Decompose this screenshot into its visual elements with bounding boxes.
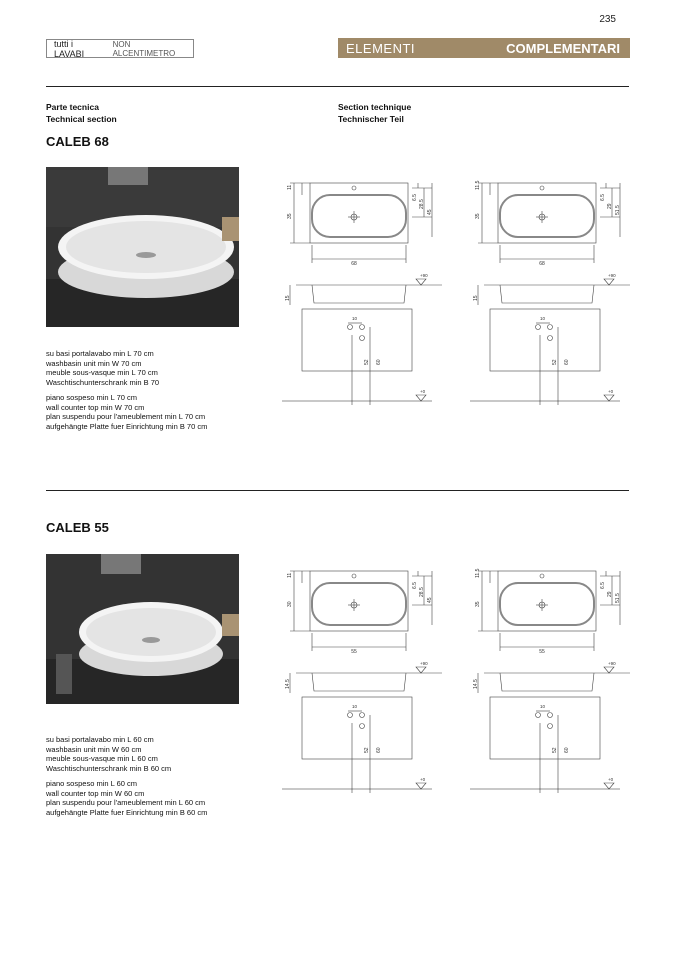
spec-line: aufgehängte Platte fuer Einrichtung min B 70 cm xyxy=(46,421,208,431)
plan-outline xyxy=(498,183,596,243)
dimension-h2: 60 xyxy=(376,359,382,365)
label-parte-tecnica: Parte tecnica xyxy=(46,102,99,112)
basin-outline xyxy=(312,583,406,625)
dimension-depth: 35 xyxy=(475,213,481,219)
dimension-d3: 45 xyxy=(427,597,433,603)
dimension-height: 14.5 xyxy=(473,679,479,689)
technical-drawing xyxy=(282,175,452,405)
product-photo xyxy=(46,554,239,704)
dimension-height: 15 xyxy=(473,295,479,301)
technical-drawing xyxy=(282,563,452,793)
dimension-d3: 45 xyxy=(427,209,433,215)
dimension-floor: +0 xyxy=(420,389,426,394)
basin-side xyxy=(500,673,594,691)
technical-drawing-1-1 xyxy=(470,563,640,798)
spec-line: Waschtischunterschrank min B 60 cm xyxy=(46,763,172,773)
label-technischer-teil: Technischer Teil xyxy=(338,114,404,124)
dimension-centre: 10 xyxy=(540,704,546,709)
dimension-width: 55 xyxy=(351,649,357,655)
dimension-top: 11 xyxy=(287,572,293,578)
level-marker xyxy=(604,667,614,673)
dimension-d1: 6.5 xyxy=(600,194,606,201)
banner-left: ELEMENTI xyxy=(346,40,416,56)
level-marker xyxy=(604,279,614,285)
spec-line: meuble sous-vasque min L 60 cm xyxy=(46,754,158,763)
dimension-width: 68 xyxy=(351,261,357,267)
section-banner xyxy=(338,38,630,58)
dimension-floor: +0 xyxy=(420,777,426,782)
dimension-top: 11.5 xyxy=(475,180,481,190)
washbasin-illustration xyxy=(46,554,239,704)
technical-drawing-0-1 xyxy=(470,175,640,410)
dimension-centre: 10 xyxy=(352,316,358,321)
dimension-depth: 30 xyxy=(287,601,293,607)
tap-hole xyxy=(352,186,356,190)
tap-hole xyxy=(540,574,544,578)
dimension-ref: +90 xyxy=(608,273,616,278)
dimension-d2: 29 xyxy=(607,203,613,209)
spec-line: washbasin unit min W 60 cm xyxy=(46,744,142,754)
basin-side xyxy=(500,285,594,303)
basin-side xyxy=(312,673,406,691)
top-divider xyxy=(46,86,629,87)
spec-line: Waschtischunterschrank min B 70 xyxy=(46,377,160,387)
dimension-depth: 35 xyxy=(287,213,293,219)
dimension-d1: 6.5 xyxy=(412,582,418,589)
dimension-width: 55 xyxy=(539,649,545,655)
level-marker xyxy=(416,279,426,285)
technical-drawing xyxy=(470,563,640,793)
dimension-ref: +90 xyxy=(608,661,616,666)
spec-line: aufgehängte Platte fuer Einrichtung min B 60 cm xyxy=(46,807,208,817)
dimension-d1: 6.5 xyxy=(412,194,418,201)
dimension-h2: 60 xyxy=(564,359,570,365)
washbasin-illustration xyxy=(46,167,239,327)
product-title: CALEB 68 xyxy=(46,134,109,149)
technical-drawing-1-0 xyxy=(282,563,452,798)
label-section-technique: Section technique xyxy=(338,102,412,112)
dimension-height: 14.5 xyxy=(285,679,291,689)
dimension-h2: 60 xyxy=(376,747,382,753)
plan-outline xyxy=(310,183,408,243)
category-tag xyxy=(46,39,194,58)
dimension-h1: 52 xyxy=(552,747,558,753)
dimension-floor: +0 xyxy=(608,777,614,782)
spec-line: piano sospeso min L 70 cm xyxy=(46,393,138,402)
spec-text xyxy=(46,735,207,817)
dimension-top: 11 xyxy=(287,184,293,190)
level-marker xyxy=(416,667,426,673)
dimension-d2: 29 xyxy=(607,591,613,597)
floor-marker xyxy=(604,395,614,401)
floor-marker xyxy=(416,783,426,789)
spec-line: wall counter top min W 70 cm xyxy=(46,402,145,412)
dimension-top: 11.5 xyxy=(475,568,481,578)
dimension-h1: 52 xyxy=(552,359,558,365)
dimension-d3: 51.5 xyxy=(615,205,621,215)
technical-drawing-0-0 xyxy=(282,175,452,410)
dimension-height: 15 xyxy=(285,295,291,301)
tap-hole xyxy=(352,574,356,578)
spec-line: su basi portalavabo min L 60 cm xyxy=(46,735,154,744)
floor-marker xyxy=(604,783,614,789)
basin-outline xyxy=(500,195,594,237)
spec-line: plan suspendu pour l'ameublement min L 70 cm xyxy=(46,412,206,421)
floor-marker xyxy=(416,395,426,401)
spec-line: wall counter top min W 60 cm xyxy=(46,788,145,798)
dimension-d2: 28.5 xyxy=(419,587,425,597)
spec-line: washbasin unit min W 70 cm xyxy=(46,358,142,368)
spec-text xyxy=(46,349,207,431)
basin-side xyxy=(312,285,406,303)
tag-title: tutti i LAVABI xyxy=(54,38,85,59)
product-title: CALEB 55 xyxy=(46,520,109,535)
dimension-d1: 6.5 xyxy=(600,582,606,589)
dimension-ref: +90 xyxy=(420,661,428,666)
dimension-width: 68 xyxy=(539,261,545,267)
product-photo xyxy=(46,167,239,327)
dimension-centre: 10 xyxy=(540,316,546,321)
spec-line: plan suspendu pour l'ameublement min L 60 cm xyxy=(46,798,206,807)
banner-right: COMPLEMENTARI xyxy=(506,40,620,56)
technical-drawing xyxy=(470,175,640,405)
spec-line: meuble sous-vasque min L 70 cm xyxy=(46,368,158,377)
labels-left xyxy=(46,101,117,125)
spec-line: su basi portalavabo min L 70 cm xyxy=(46,349,154,358)
basin-outline xyxy=(312,195,406,237)
label-technical-section: Technical section xyxy=(46,114,117,124)
labels-right xyxy=(338,101,411,125)
section-divider xyxy=(46,490,629,491)
dimension-h2: 60 xyxy=(564,747,570,753)
tap-hole xyxy=(540,186,544,190)
dimension-depth: 35 xyxy=(475,601,481,607)
dimension-floor: +0 xyxy=(608,389,614,394)
dimension-h1: 52 xyxy=(364,359,370,365)
page-number: 235 xyxy=(599,14,616,25)
spec-line: piano sospeso min L 60 cm xyxy=(46,779,138,788)
tag-subtitle: NON ALCENTIMETRO xyxy=(112,39,176,58)
dimension-centre: 10 xyxy=(352,704,358,709)
dimension-h1: 52 xyxy=(364,747,370,753)
dimension-ref: +90 xyxy=(420,273,428,278)
basin-outline xyxy=(500,583,594,625)
dimension-d3: 51.5 xyxy=(615,593,621,603)
plan-outline xyxy=(310,571,408,631)
dimension-d2: 28.5 xyxy=(419,199,425,209)
plan-outline xyxy=(498,571,596,631)
